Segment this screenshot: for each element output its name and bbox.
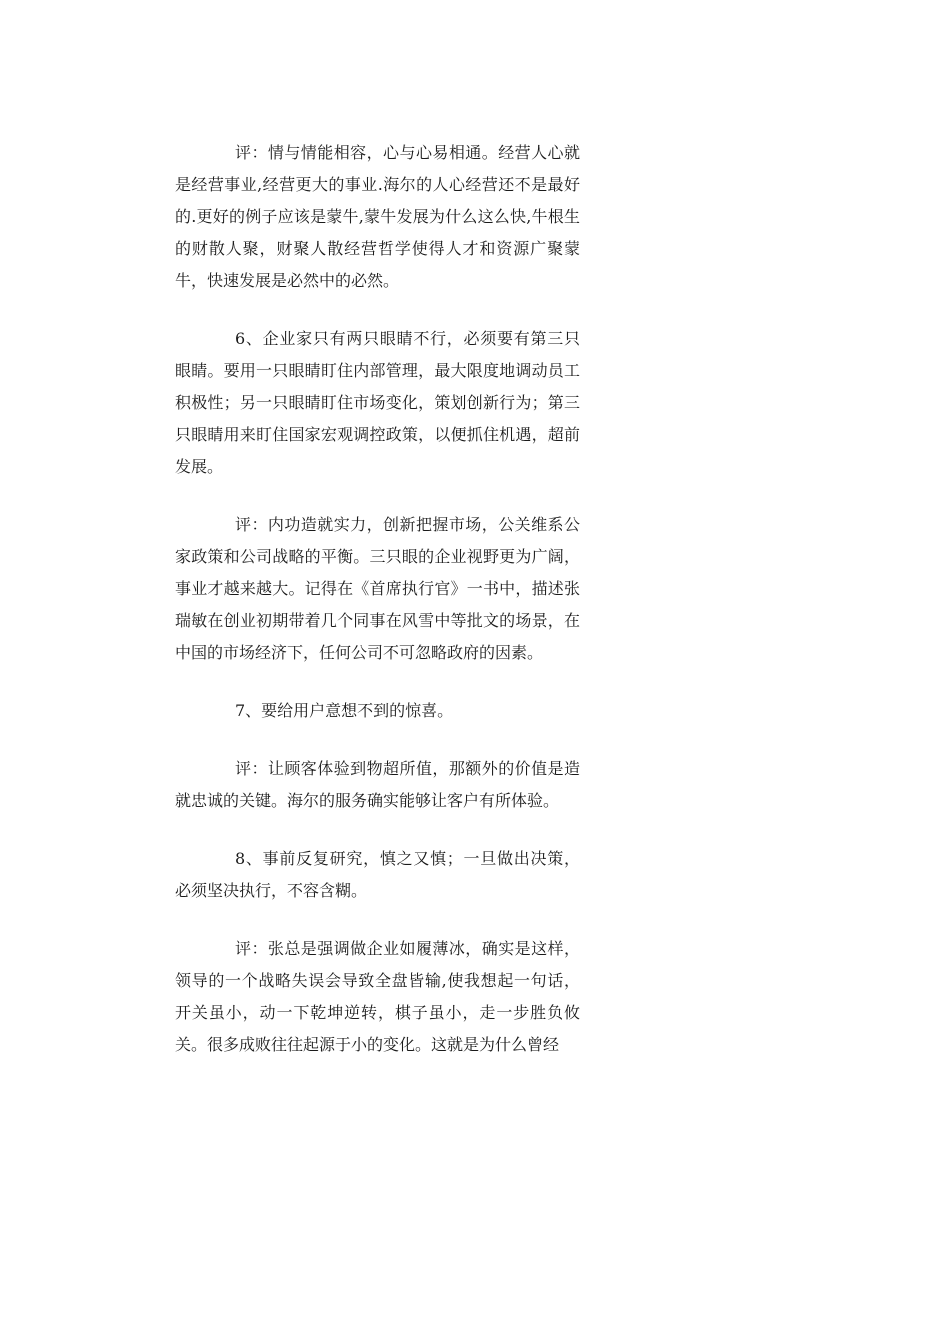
paragraph-comment-4: 评：张总是强调做企业如履薄冰，确实是这样，领导的一个战略失误会导致全盘皆输,使我想起一句话，开关虽小，动一下乾坤逆转，棋子虽小，走一步胜负攸关。很多成败往往起源于小的变化。这就是为什么曾经 [175, 939, 580, 1054]
paragraph-comment-1: 评：情与情能相容，心与心易相通。经营人心就是经营事业,经营更大的事业.海尔的人心经营还不是最好的.更好的例子应该是蒙牛,蒙牛发展为什么这么快,牛根生的财散人聚，财聚人散经营哲学使得人才和资源广聚蒙牛，快速发展是必然中的必然。 [175, 143, 580, 290]
document-body [175, 137, 580, 1087]
paragraph-item-7: 7、要给用户意想不到的惊喜。 [235, 701, 454, 720]
paragraph-comment-3: 评：让顾客体验到物超所值，那额外的价值是造就忠诚的关键。海尔的服务确实能够让客户有所体验。 [175, 759, 580, 810]
paragraph-item-8: 8、事前反复研究，慎之又慎；一旦做出决策，必须坚决执行，不容含糊。 [175, 849, 580, 900]
paragraph-item-6: 6、企业家只有两只眼睛不行，必须要有第三只眼睛。要用一只眼睛盯住内部管理，最大限度地调动员工积极性；另一只眼睛盯住市场变化，策划创新行为；第三只眼睛用来盯住国家宏观调控政策，以便抓住机遇，超前发展。 [175, 329, 580, 476]
paragraph-comment-2: 评：内功造就实力，创新把握市场，公关维系公家政策和公司战略的平衡。三只眼的企业视野更为广阔，事业才越来越大。记得在《首席执行官》一书中，描述张瑞敏在创业初期带着几个同事在风雪中等批文的场景，在中国的市场经济下，任何公司不可忽略政府的因素。 [175, 515, 580, 662]
